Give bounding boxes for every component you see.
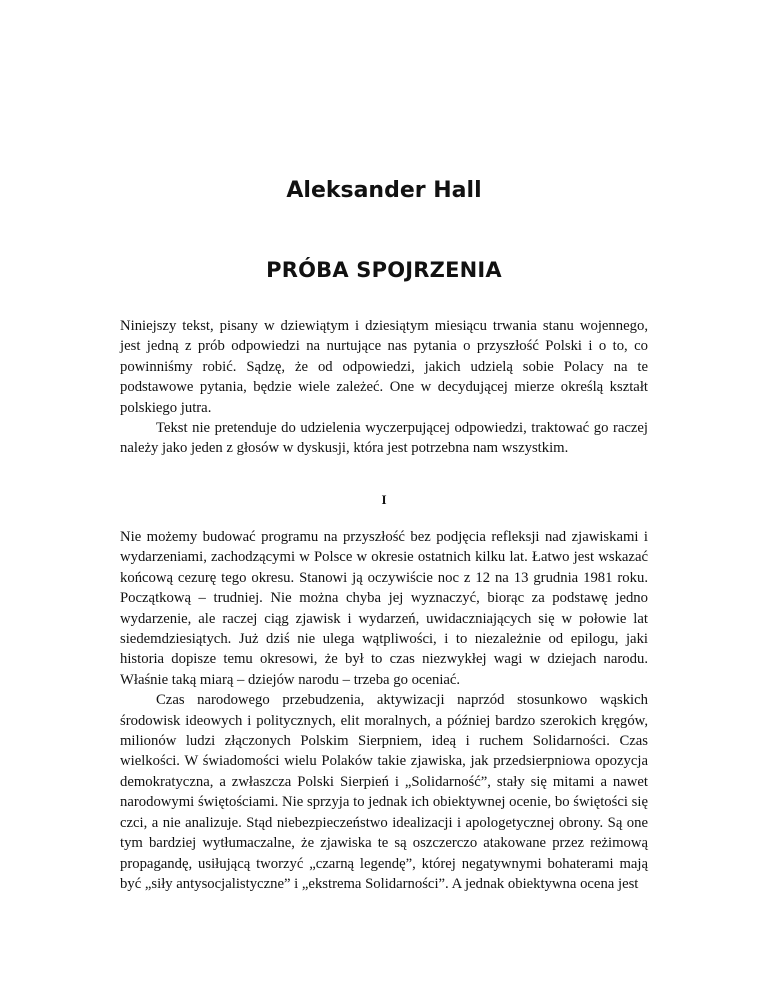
author-name: Aleksander Hall — [286, 178, 482, 203]
document-title: PRÓBA SPOJRZENIA — [266, 258, 502, 282]
section-heading: I — [381, 492, 387, 507]
section-paragraph-2: Czas narodowego przebudzenia, aktywizacji naprzód stosunkowo wąskich środowisk ideowych i politycznych, elit moralnych, a później bardzo szerokich kręgów, milionów ludzi złączonych Polskim Sierpniem, ideą i ruchem Solidarności. Czas wielkości. W świadomości wielu Polaków takie zjawiska, jak przedsierpniowa opozycja demokratyczna, a zwłaszcza Polski Sierpień i „Solidarność”, stały się mitami a nawet narodowymi świętościami. Nie sprzyja to jednak ich obiektywnej ocenie, bo świętości się czci, a nie analizuje. Stąd niebezpieczeństwo idealizacji i apologetycznej obrony. Są one tym bardziej wytłumaczalne, że zjawiska te są oszczerczo atakowane przez reżimową propagandę, usiłującą tworzyć „czarną legendę”, której negatywnymi bohaterami mają być „siły antysocjalistyczne” i „ekstrema Solidarności”. A jednak obiektywna ocena jest — [120, 692, 648, 892]
intro-paragraph-2: Tekst nie pretenduje do udzielenia wyczerpującej odpowiedzi, traktować go raczej należy jako jeden z głosów w dyskusji, która jest potrzebna nam wszystkim. — [120, 420, 648, 457]
intro-paragraph-1: Niniejszy tekst, pisany w dziewiątym i dziesiątym miesiącu trwania stanu wojennego, jest jedną z prób odpowiedzi na nurtujące nas pytania o przyszłość Polski i o to, co powinniśmy robić. Sądzę, że od odpowiedzi, jakich udzielą sobie Polacy na te podstawowe pytania, będzie wiele zależeć. One w decydującej mierze określą kształt polskiego jutra. — [120, 318, 648, 416]
section-paragraph-1: Nie możemy budować programu na przyszłość bez podjęcia refleksji nad zjawiskami i wydarzeniami, zachodzącymi w Polsce w okresie ostatnich kilku lat. Łatwo jest wskazać końcową cezurę tego okresu. Stanowi ją oczywiście noc z 12 na 13 grudnia 1981 roku. Początkową – trudniej. Nie można chyba jej wyznaczyć, biorąc za podstawę jedno wydarzenie, ale raczej ciąg zjawisk i wydarzeń, uwidaczniających się w połowie lat siedemdziesiątych. Już dziś nie ulega wątpliwości, i to niezależnie od epilogu, jaki historia dopisze temu okresowi, że był to czas niezwykłej wagi w dziejach narodu. Właśnie taką miarą – dziejów narodu – trzeba go oceniać. — [120, 529, 648, 688]
section-1-text — [120, 527, 648, 894]
intro-text — [120, 316, 648, 459]
